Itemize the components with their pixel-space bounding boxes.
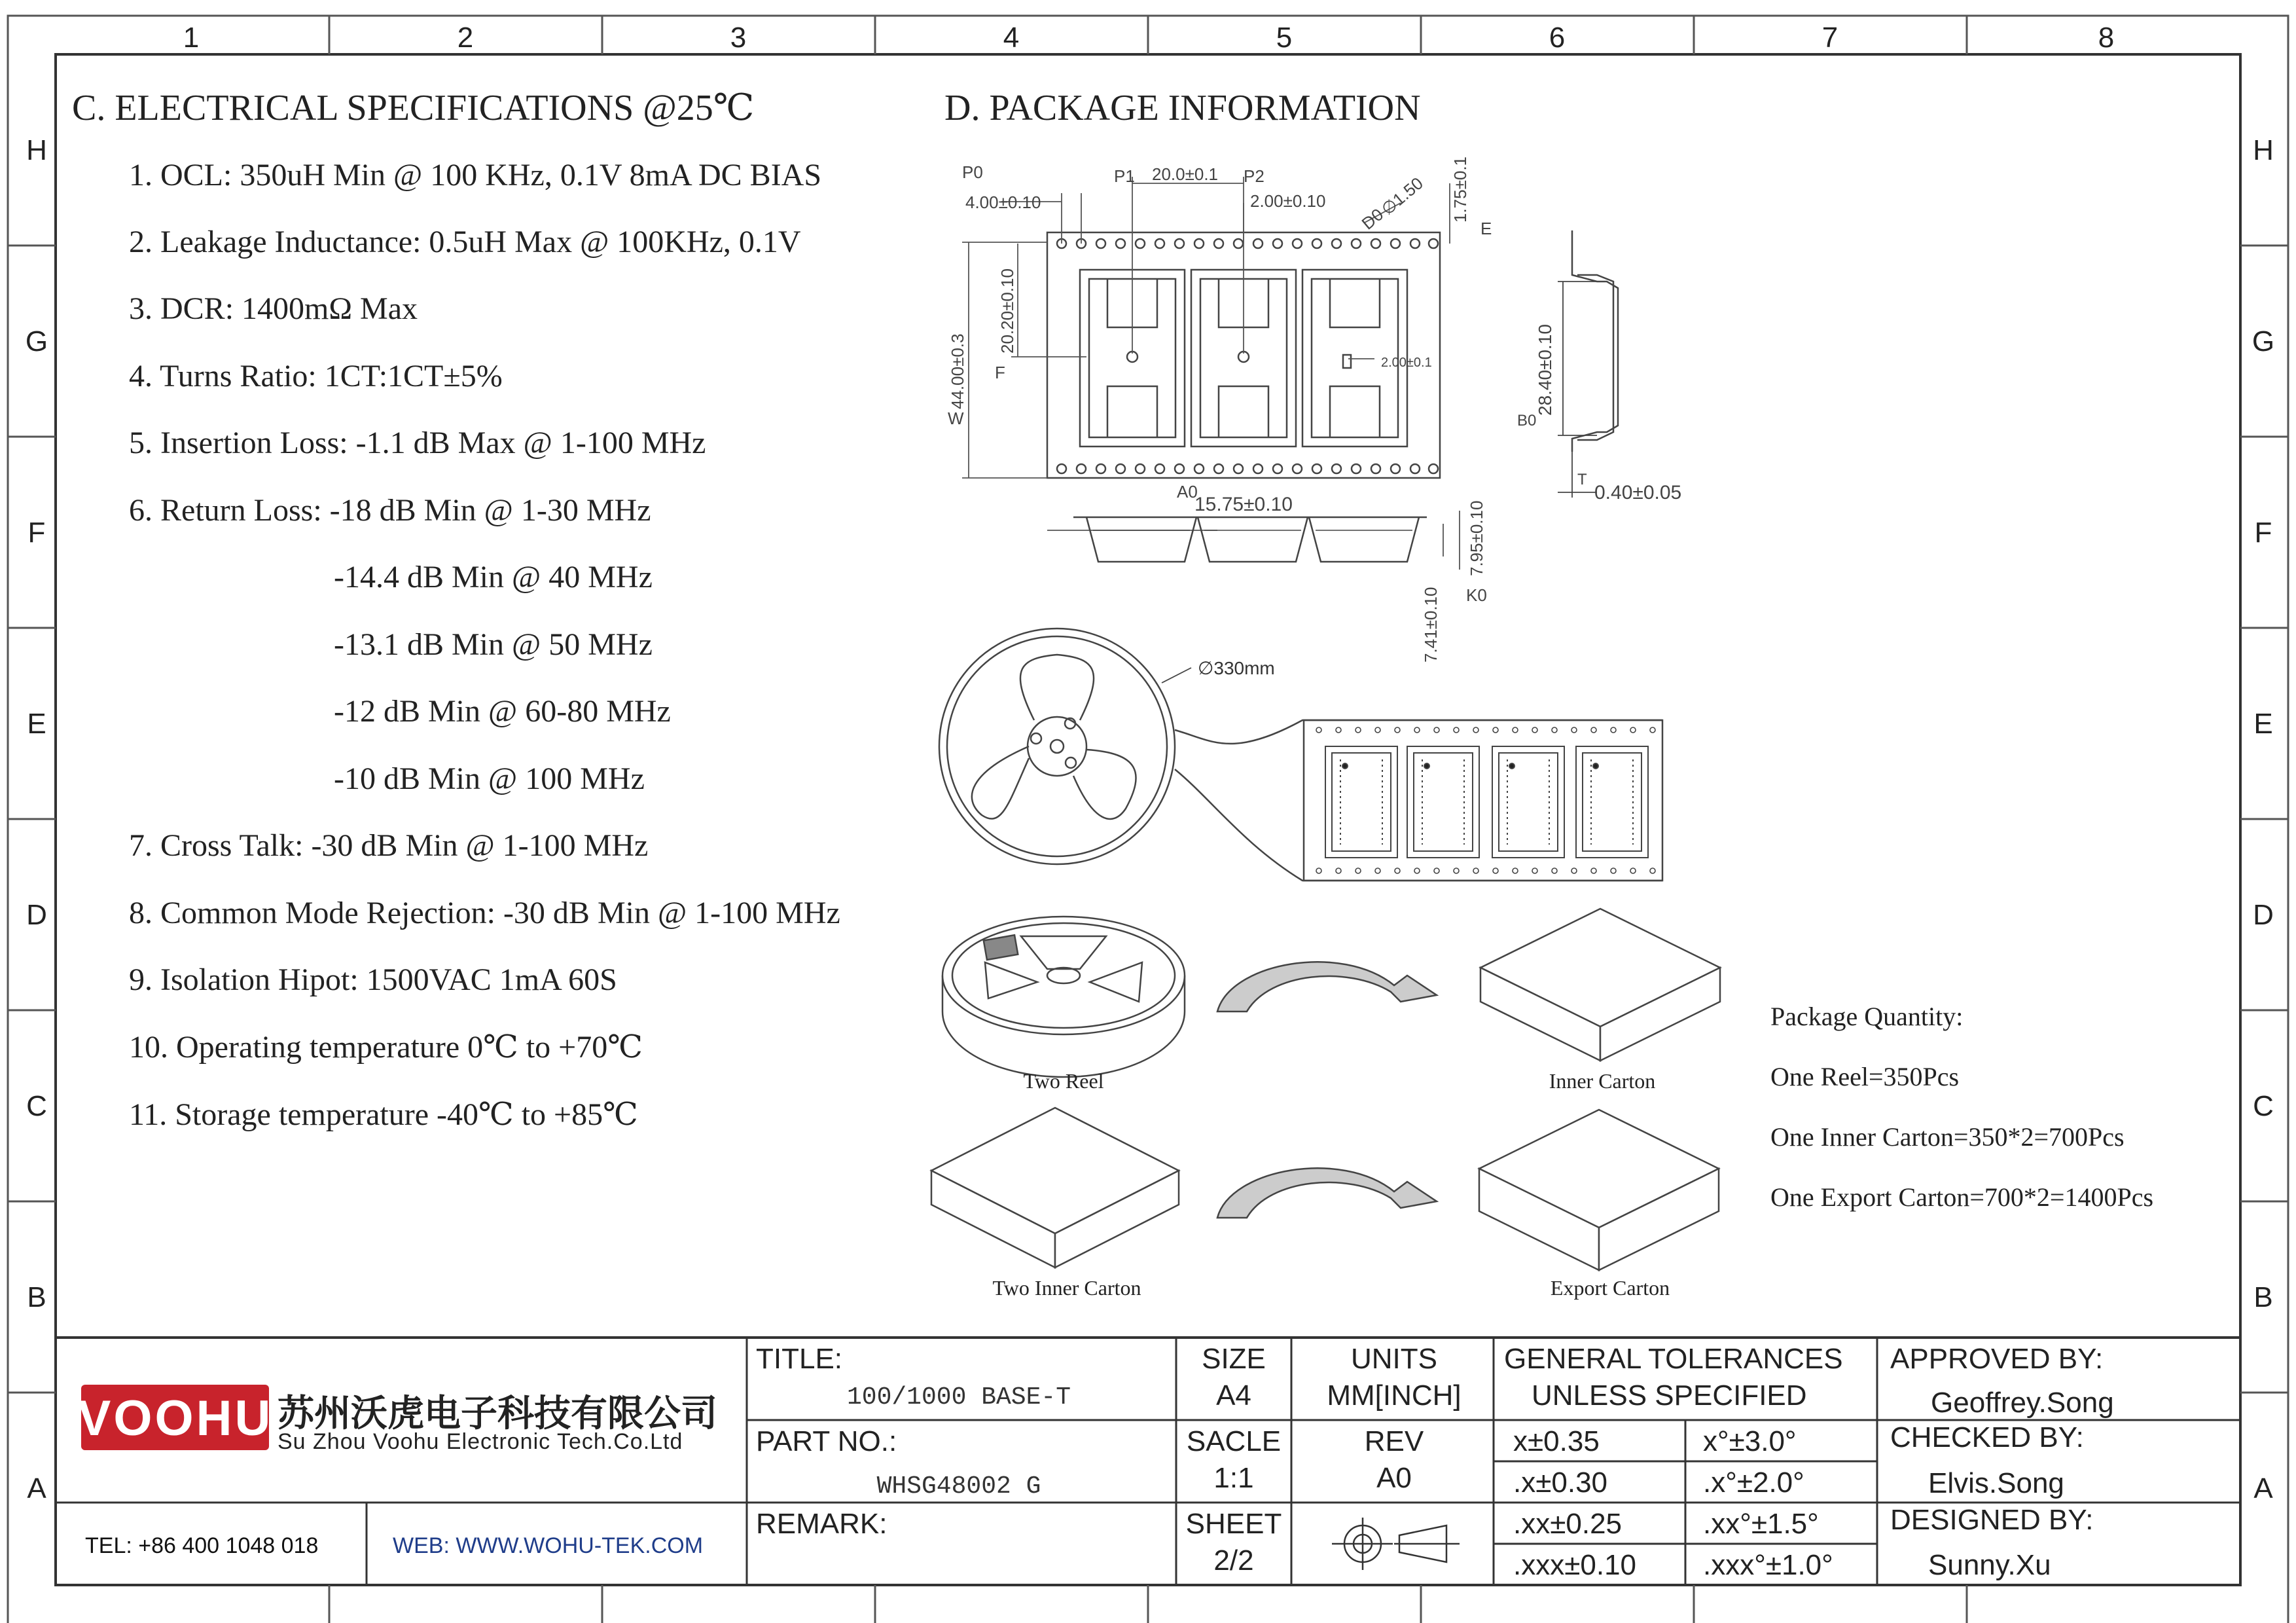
quantity-item: One Reel=350Pcs xyxy=(1770,1062,1960,1091)
size-label: SIZE xyxy=(1202,1343,1266,1375)
size-value: A4 xyxy=(1216,1379,1251,1412)
spec-item: 4. Turns Ratio: 1CT:1CT±5% xyxy=(129,359,503,393)
electrical-specifications xyxy=(72,88,840,1132)
spec-item: 9. Isolation Hipot: 1500VAC 1mA 60S xyxy=(129,962,617,997)
title-value: 100/1000 BASE-T xyxy=(846,1383,1071,1412)
export-carton-illustration xyxy=(1479,1110,1719,1270)
dim-tag: W xyxy=(948,409,964,428)
company-name-cn: 苏州沃虎电子科技有限公司 xyxy=(278,1393,717,1434)
row-label: A xyxy=(2253,1472,2273,1504)
row-label: G xyxy=(25,325,48,357)
dim-tag: P1 xyxy=(1114,166,1135,186)
tolerance-linear: .xxx±0.10 xyxy=(1513,1549,1637,1581)
sheet-value: 2/2 xyxy=(1213,1544,1254,1577)
row-label: D xyxy=(26,899,47,931)
dim-t: 0.40±0.05 xyxy=(1594,482,1682,503)
tolerance-angular: .x°±2.0° xyxy=(1703,1467,1804,1499)
checked-value: Elvis.Song xyxy=(1928,1467,2064,1499)
projection-symbol-icon xyxy=(1332,1518,1460,1570)
dim-a0: 15.75±0.10 xyxy=(1194,494,1293,515)
units-value: MM[INCH] xyxy=(1327,1379,1462,1412)
dim-inner: 2.00±0.1 xyxy=(1381,356,1432,370)
spec-item: 1. OCL: 350uH Min @ 100 KHz, 0.1V 8mA DC BIAS xyxy=(129,158,822,192)
scale-value: 1:1 xyxy=(1213,1462,1254,1494)
dim-k1: 7.41±0.10 xyxy=(1421,587,1441,663)
dim-p2: 2.00±0.10 xyxy=(1250,191,1326,211)
spec-item: 11. Storage temperature -40℃ to +85℃ xyxy=(129,1097,638,1132)
designed-label: DESIGNED BY: xyxy=(1890,1504,2094,1536)
row-label: B xyxy=(2253,1281,2273,1313)
spec-item: 2. Leakage Inductance: 0.5uH Max @ 100KHz, 0.1V xyxy=(129,225,801,259)
tolerance-linear: .x±0.30 xyxy=(1513,1467,1608,1499)
col-label: 3 xyxy=(730,22,747,54)
col-label: 2 xyxy=(457,22,474,54)
two-inner-carton-illustration xyxy=(931,1108,1179,1267)
spec-item: 3. DCR: 1400mΩ Max xyxy=(129,291,418,326)
row-label: F xyxy=(27,517,46,549)
tolerance-linear: .xx±0.25 xyxy=(1513,1508,1623,1540)
row-label: C xyxy=(2253,1090,2274,1122)
units-label: UNITS xyxy=(1351,1343,1437,1375)
approved-value: Geoffrey.Song xyxy=(1931,1387,2114,1419)
reel-front-view xyxy=(939,629,1662,881)
col-label: 8 xyxy=(2098,22,2115,54)
tolerance-angular: .xxx°±1.0° xyxy=(1703,1549,1833,1581)
approved-label: APPROVED BY: xyxy=(1890,1343,2104,1375)
quantity-item: One Inner Carton=350*2=700Pcs xyxy=(1770,1122,2125,1152)
company-logo xyxy=(78,1385,274,1450)
dim-d0: ∅1.50 xyxy=(1377,173,1427,219)
quantity-heading: Package Quantity: xyxy=(1770,1002,1964,1031)
dim-tag: E xyxy=(1480,219,1492,238)
dim-tag: F xyxy=(995,363,1005,382)
row-label: A xyxy=(27,1472,46,1504)
row-label: C xyxy=(26,1090,47,1122)
spec-item: 6. Return Loss: -18 dB Min @ 1-30 MHz xyxy=(129,493,651,528)
col-label: 5 xyxy=(1276,22,1293,54)
company-name-en: Su Zhou Voohu Electronic Tech.Co.Ltd xyxy=(278,1429,683,1454)
dim-tag: K0 xyxy=(1466,585,1487,605)
sheet-label: SHEET xyxy=(1185,1508,1282,1540)
remark-label: REMARK: xyxy=(756,1508,888,1540)
package-quantity xyxy=(1770,1002,2153,1212)
row-label: E xyxy=(27,708,46,740)
company-tel: TEL: +86 400 1048 018 xyxy=(85,1533,319,1558)
two-reel-label: Two Reel xyxy=(1023,1069,1104,1093)
spec-item: -13.1 dB Min @ 50 MHz xyxy=(334,627,653,662)
dimension-labels xyxy=(948,156,1492,428)
row-label: B xyxy=(27,1281,46,1313)
export-carton-label: Export Carton xyxy=(1550,1276,1670,1300)
scale-label: SACLE xyxy=(1186,1425,1282,1457)
tolerance-subtitle: UNLESS SPECIFIED xyxy=(1532,1379,1807,1412)
part-no-label: PART NO.: xyxy=(756,1425,897,1457)
col-label: 4 xyxy=(1003,22,1020,54)
package-heading: D. PACKAGE INFORMATION xyxy=(944,88,1421,128)
quantity-item: One Export Carton=700*2=1400Pcs xyxy=(1770,1182,2154,1212)
two-inner-carton-label: Two Inner Carton xyxy=(992,1276,1141,1300)
dim-f: 20.20±0.10 xyxy=(997,268,1017,354)
dim-e: 1.75±0.1 xyxy=(1450,156,1470,223)
tolerance-angular: x°±3.0° xyxy=(1703,1425,1797,1457)
tolerance-linear: x±0.35 xyxy=(1513,1425,1600,1457)
two-reel-illustration xyxy=(942,917,1185,1077)
rev-value: A0 xyxy=(1376,1462,1412,1494)
logo-wordmark: VOOHU xyxy=(77,1391,274,1446)
carrier-tape-side-view xyxy=(1073,517,1427,562)
dim-k0: 7.95±0.10 xyxy=(1467,500,1486,576)
dim-p1: 20.0±0.1 xyxy=(1152,164,1219,184)
spec-item: 10. Operating temperature 0℃ to +70℃ xyxy=(129,1030,643,1065)
checked-label: CHECKED BY: xyxy=(1890,1421,2084,1453)
spec-item: -14.4 dB Min @ 40 MHz xyxy=(334,560,653,594)
dim-tag: D0 xyxy=(1357,204,1388,234)
designed-value: Sunny.Xu xyxy=(1928,1549,2051,1581)
dim-p0: 4.00±0.10 xyxy=(965,192,1041,212)
dim-tag: P0 xyxy=(962,162,983,182)
reel-diameter-label: ∅330mm xyxy=(1198,658,1275,678)
inner-carton-label: Inner Carton xyxy=(1549,1069,1656,1093)
tape-cross-section xyxy=(1558,230,1618,498)
row-label: F xyxy=(2254,517,2272,549)
part-no-value: WHSG48002 G xyxy=(876,1472,1041,1501)
dim-w: 44.00±0.3 xyxy=(948,333,967,409)
rev-label: REV xyxy=(1364,1425,1424,1457)
electrical-heading: C. ELECTRICAL SPECIFICATIONS @25℃ xyxy=(72,88,755,128)
spec-item: -12 dB Min @ 60-80 MHz xyxy=(334,694,671,729)
row-label: H xyxy=(2253,134,2274,166)
spec-item: 7. Cross Talk: -30 dB Min @ 1-100 MHz xyxy=(129,828,649,863)
dim-tag: T xyxy=(1577,471,1587,488)
col-label: 1 xyxy=(183,22,200,54)
row-label: H xyxy=(26,134,47,166)
tape-components xyxy=(1316,727,1655,873)
dim-b0: 28.40±0.10 xyxy=(1535,324,1555,416)
spec-item: 5. Insertion Loss: -1.1 dB Max @ 1-100 MHz xyxy=(129,426,706,460)
col-label: 6 xyxy=(1549,22,1566,54)
flow-arrow xyxy=(1217,962,1437,1218)
inner-carton-illustration xyxy=(1480,909,1720,1061)
col-label: 7 xyxy=(1821,22,1839,54)
row-label: G xyxy=(2251,325,2275,357)
dim-tag: A0 xyxy=(1177,482,1198,501)
tolerance-angular: .xx°±1.5° xyxy=(1703,1508,1819,1540)
dim-tag: P2 xyxy=(1244,166,1265,186)
row-label: E xyxy=(2253,708,2273,740)
row-label: D xyxy=(2253,899,2274,931)
tolerance-title: GENERAL TOLERANCES xyxy=(1504,1343,1843,1375)
spec-item: -10 dB Min @ 100 MHz xyxy=(334,761,645,796)
title-label: TITLE: xyxy=(756,1343,843,1375)
company-web[interactable]: WEB: WWW.WOHU-TEK.COM xyxy=(393,1533,704,1558)
dim-tag: B0 xyxy=(1517,412,1537,429)
spec-item: 8. Common Mode Rejection: -30 dB Min @ 1-100 MHz xyxy=(129,896,840,930)
